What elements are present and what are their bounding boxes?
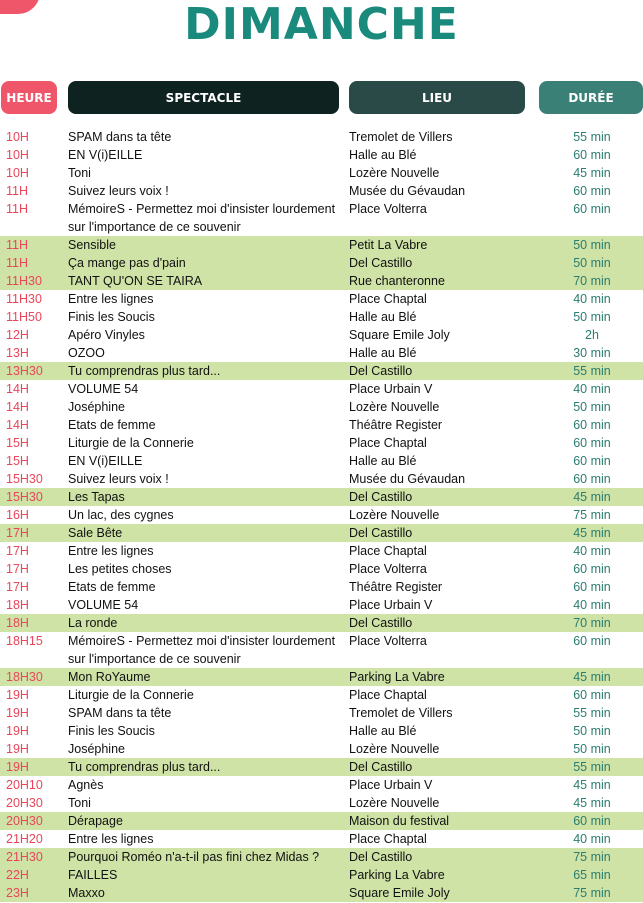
table-row (0, 416, 643, 434)
place-cell: Place Chaptal (349, 688, 427, 702)
duration-cell: 60 min (573, 580, 611, 594)
duration-cell: 50 min (573, 310, 611, 324)
time-cell: 11H30 (6, 292, 42, 306)
duration-cell: 50 min (573, 724, 611, 738)
table-row (0, 128, 643, 146)
duration-cell: 45 min (573, 670, 611, 684)
table-row (0, 182, 643, 200)
duration-cell: 60 min (573, 814, 611, 828)
time-cell: 15H30 (6, 472, 43, 486)
time-cell: 23H (6, 886, 29, 900)
time-cell: 15H (6, 454, 29, 468)
table-row (0, 596, 643, 614)
show-cell: Entre les lignes (68, 544, 154, 558)
duration-cell: 60 min (573, 688, 611, 702)
duration-cell: 50 min (573, 256, 611, 270)
show-cell: Ça mange pas d'pain (68, 256, 186, 270)
duration-cell: 70 min (573, 616, 611, 630)
show-cell: Joséphine (68, 400, 125, 414)
show-cell: MémoireS - Permettez moi d'insister lourdement sur l'importance de ce souvenir (68, 202, 336, 234)
table-row (0, 884, 643, 902)
show-cell: EN V(i)EILLE (68, 148, 143, 162)
place-cell: Tremolet de Villers (349, 130, 453, 144)
place-cell: Place Urbain V (349, 382, 433, 396)
show-cell: Pourquoi Roméo n'a-t-il pas fini chez Midas ? (68, 850, 320, 864)
place-cell: Del Castillo (349, 616, 413, 630)
duration-cell: 60 min (573, 454, 611, 468)
time-cell: 19H (6, 742, 29, 756)
place-cell: Place Volterra (349, 562, 427, 576)
time-cell: 14H (6, 382, 29, 396)
show-cell: Les Tapas (68, 490, 125, 504)
table-row (0, 452, 643, 470)
time-cell: 19H (6, 706, 29, 720)
duration-cell: 45 min (573, 796, 611, 810)
table-row (0, 758, 643, 776)
table-row (0, 344, 643, 362)
duration-cell: 40 min (573, 382, 611, 396)
place-cell: Place Urbain V (349, 778, 433, 792)
place-cell: Petit La Vabre (349, 238, 428, 252)
header-lieu: LIEU (349, 81, 525, 114)
table-row (0, 398, 643, 416)
table-row (0, 290, 643, 308)
duration-cell: 50 min (573, 400, 611, 414)
table-row (0, 578, 643, 596)
show-cell: Tu comprendras plus tard... (68, 760, 221, 774)
place-cell: Del Castillo (349, 256, 413, 270)
place-cell: Square Emile Joly (349, 886, 450, 900)
duration-cell: 50 min (573, 742, 611, 756)
place-cell: Lozère Nouvelle (349, 166, 440, 180)
show-cell: Finis les Soucis (68, 310, 155, 324)
duration-cell: 55 min (573, 130, 611, 144)
show-cell: Maxxo (68, 886, 105, 900)
table-row (0, 506, 643, 524)
show-cell: Toni (68, 166, 91, 180)
show-cell: Dérapage (68, 814, 123, 828)
place-cell: Del Castillo (349, 526, 413, 540)
duration-cell: 40 min (573, 832, 611, 846)
table-row (0, 794, 643, 812)
show-cell: MémoireS - Permettez moi d'insister lourdement sur l'importance de ce souvenir (68, 634, 336, 666)
show-cell: VOLUME 54 (68, 598, 139, 612)
place-cell: Maison du festival (349, 814, 450, 828)
place-cell: Lozère Nouvelle (349, 508, 440, 522)
show-cell: Les petites choses (68, 562, 172, 576)
header-duree: DURÉE (539, 81, 643, 114)
show-cell: VOLUME 54 (68, 382, 139, 396)
place-cell: Place Chaptal (349, 292, 427, 306)
place-cell: Place Volterra (349, 634, 427, 648)
time-cell: 15H30 (6, 490, 43, 504)
table-row (0, 614, 643, 632)
time-cell: 19H (6, 724, 29, 738)
table-row (0, 830, 643, 848)
show-cell: Sale Bête (68, 526, 123, 540)
place-cell: Théâtre Register (349, 580, 443, 594)
place-cell: Halle au Blé (349, 310, 417, 324)
duration-cell: 45 min (573, 166, 611, 180)
duration-cell: 60 min (573, 202, 611, 216)
duration-cell: 75 min (573, 886, 611, 900)
duration-cell: 45 min (573, 490, 611, 504)
time-cell: 13H30 (6, 364, 43, 378)
time-cell: 17H (6, 562, 29, 576)
table-row (0, 560, 643, 578)
table-row (0, 380, 643, 398)
show-cell: Mon RoYaume (68, 670, 151, 684)
time-cell: 10H (6, 148, 29, 162)
place-cell: Del Castillo (349, 850, 413, 864)
time-cell: 16H (6, 508, 29, 522)
table-row (0, 812, 643, 830)
duration-cell: 40 min (573, 544, 611, 558)
table-row (0, 866, 643, 884)
duration-cell: 45 min (573, 778, 611, 792)
time-cell: 20H30 (6, 814, 43, 828)
time-cell: 17H (6, 544, 29, 558)
time-cell: 10H (6, 130, 29, 144)
table-row (0, 668, 643, 686)
duration-cell: 65 min (573, 868, 611, 882)
place-cell: Halle au Blé (349, 148, 417, 162)
show-cell: Un lac, des cygnes (68, 508, 174, 522)
show-cell: Entre les lignes (68, 832, 154, 846)
time-cell: 22H (6, 868, 29, 882)
duration-cell: 40 min (573, 292, 611, 306)
time-cell: 11H (6, 238, 29, 252)
table-row (0, 776, 643, 794)
header-heure: HEURE (1, 81, 57, 114)
table-row (0, 632, 643, 668)
table-row (0, 146, 643, 164)
duration-cell: 60 min (573, 472, 611, 486)
show-cell: SPAM dans ta tête (68, 706, 172, 720)
duration-cell: 45 min (573, 526, 611, 540)
duration-cell: 60 min (573, 562, 611, 576)
time-cell: 21H30 (6, 850, 43, 864)
place-cell: Del Castillo (349, 490, 413, 504)
duration-cell: 55 min (573, 760, 611, 774)
place-cell: Del Castillo (349, 364, 413, 378)
time-cell: 11H (6, 184, 29, 198)
table-row (0, 722, 643, 740)
show-cell: Tu comprendras plus tard... (68, 364, 221, 378)
place-cell: Del Castillo (349, 760, 413, 774)
show-cell: FAILLES (68, 868, 118, 882)
place-cell: Lozère Nouvelle (349, 742, 440, 756)
table-row (0, 470, 643, 488)
table-row (0, 254, 643, 272)
table-row (0, 740, 643, 758)
place-cell: Place Chaptal (349, 544, 427, 558)
show-cell: Liturgie de la Connerie (68, 688, 194, 702)
place-cell: Place Volterra (349, 202, 427, 216)
time-cell: 19H (6, 688, 29, 702)
show-cell: OZOO (68, 346, 105, 360)
duration-cell: 50 min (573, 238, 611, 252)
duration-cell: 60 min (573, 148, 611, 162)
table-row (0, 848, 643, 866)
place-cell: Place Chaptal (349, 436, 427, 450)
table-row (0, 200, 643, 236)
place-cell: Lozère Nouvelle (349, 400, 440, 414)
place-cell: Parking La Vabre (349, 670, 445, 684)
place-cell: Halle au Blé (349, 346, 417, 360)
table-row (0, 236, 643, 254)
time-cell: 13H (6, 346, 29, 360)
show-cell: Suivez leurs voix ! (68, 472, 169, 486)
time-cell: 15H (6, 436, 29, 450)
table-row (0, 704, 643, 722)
header-spectacle: SPECTACLE (68, 81, 339, 114)
place-cell: Square Emile Joly (349, 328, 450, 342)
duration-cell: 60 min (573, 418, 611, 432)
place-cell: Musée du Gévaudan (349, 472, 466, 486)
show-cell: Toni (68, 796, 91, 810)
table-row (0, 686, 643, 704)
time-cell: 21H20 (6, 832, 43, 846)
table-row (0, 272, 643, 290)
duration-cell: 30 min (573, 346, 611, 360)
duration-cell: 60 min (573, 634, 611, 648)
duration-cell: 2h (585, 328, 599, 342)
table-row (0, 326, 643, 344)
time-cell: 10H (6, 166, 29, 180)
table-row (0, 164, 643, 182)
place-cell: Lozère Nouvelle (349, 796, 440, 810)
time-cell: 11H (6, 256, 29, 270)
show-cell: SPAM dans ta tête (68, 130, 172, 144)
time-cell: 14H (6, 400, 29, 414)
page-title: DIMANCHE (184, 0, 459, 50)
show-cell: Agnès (68, 778, 104, 792)
show-cell: Etats de femme (68, 580, 156, 594)
duration-cell: 75 min (573, 850, 611, 864)
show-cell: Joséphine (68, 742, 125, 756)
time-cell: 14H (6, 418, 29, 432)
place-cell: Théâtre Register (349, 418, 443, 432)
time-cell: 17H (6, 580, 29, 594)
time-cell: 17H (6, 526, 29, 540)
show-cell: La ronde (68, 616, 118, 630)
show-cell: EN V(i)EILLE (68, 454, 143, 468)
time-cell: 19H (6, 760, 29, 774)
place-cell: Tremolet de Villers (349, 706, 453, 720)
table-row (0, 524, 643, 542)
duration-cell: 55 min (573, 706, 611, 720)
place-cell: Halle au Blé (349, 454, 417, 468)
place-cell: Place Chaptal (349, 832, 427, 846)
show-cell: Apéro Vinyles (68, 328, 145, 342)
show-cell: Etats de femme (68, 418, 156, 432)
duration-cell: 60 min (573, 184, 611, 198)
show-cell: TANT QU'ON SE TAIRA (68, 274, 203, 288)
time-cell: 11H30 (6, 274, 42, 288)
show-cell: Suivez leurs voix ! (68, 184, 169, 198)
place-cell: Place Urbain V (349, 598, 433, 612)
time-cell: 12H (6, 328, 29, 342)
table-row (0, 434, 643, 452)
table-row (0, 488, 643, 506)
duration-cell: 55 min (573, 364, 611, 378)
time-cell: 11H50 (6, 310, 42, 324)
duration-cell: 75 min (573, 508, 611, 522)
time-cell: 20H30 (6, 796, 43, 810)
place-cell: Musée du Gévaudan (349, 184, 466, 198)
time-cell: 18H (6, 598, 29, 612)
duration-cell: 70 min (573, 274, 611, 288)
time-cell: 18H15 (6, 634, 43, 648)
place-cell: Parking La Vabre (349, 868, 445, 882)
show-cell: Sensible (68, 238, 116, 252)
duration-cell: 40 min (573, 598, 611, 612)
time-cell: 11H (6, 202, 29, 216)
table-row (0, 308, 643, 326)
show-cell: Liturgie de la Connerie (68, 436, 194, 450)
duration-cell: 60 min (573, 436, 611, 450)
place-cell: Rue chanteronne (349, 274, 445, 288)
time-cell: 18H30 (6, 670, 43, 684)
schedule-table (0, 128, 643, 902)
table-row (0, 362, 643, 380)
time-cell: 18H (6, 616, 29, 630)
time-cell: 20H10 (6, 778, 43, 792)
show-cell: Finis les Soucis (68, 724, 155, 738)
place-cell: Halle au Blé (349, 724, 417, 738)
show-cell: Entre les lignes (68, 292, 154, 306)
table-row (0, 542, 643, 560)
